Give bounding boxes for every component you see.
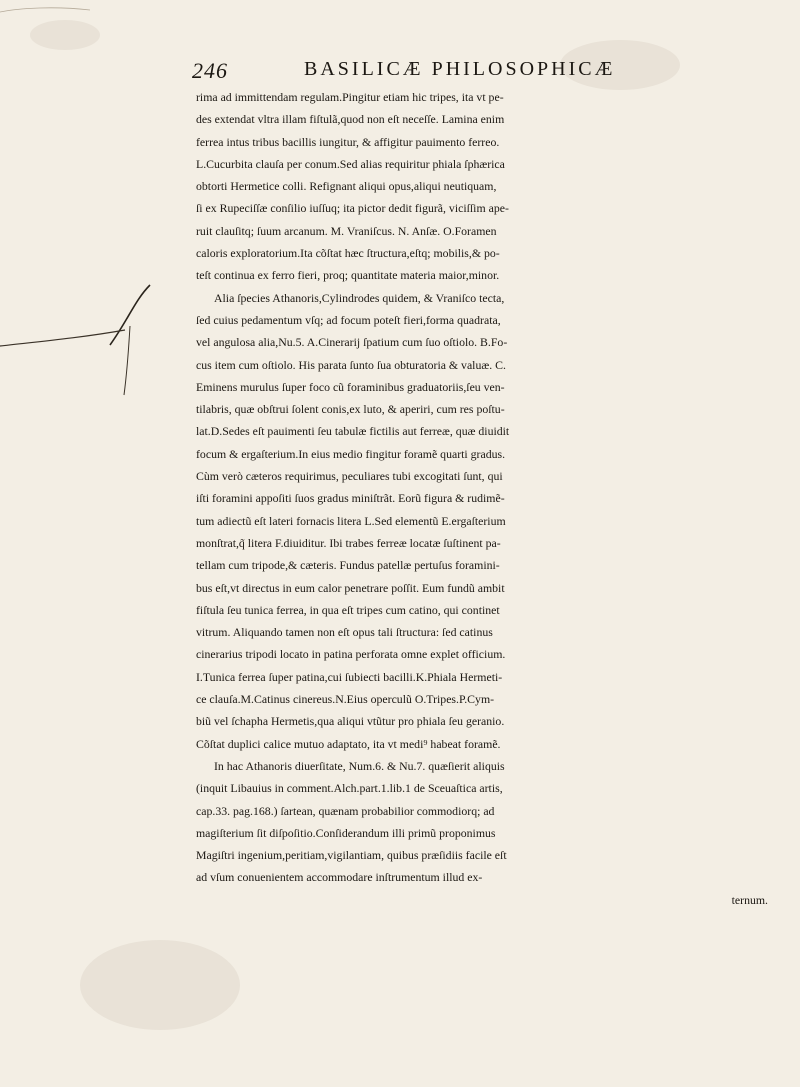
text-line: I.Tunica ferrea ſuper patina,cui ſubiecti bacilli.K.Phiala Hermeti- (196, 669, 503, 684)
text-line: In hac Athanoris diuerſitate, Num.6. & Nu.7. quæſierit aliquis (214, 758, 505, 773)
text-line: ternum. (731, 892, 768, 907)
text-line: vel angulosa alia,Nu.5. A.Cinerarij ſpatium cum ſuo oſtiolo. B.Fo- (196, 335, 508, 350)
text-line: bus eſt,vt directus in eum calor penetrare poſſit. Eum fundũ ambit (196, 580, 505, 595)
text-line: Cõſtat duplici calice mutuo adaptato, ita vt medi⁹ habeat foramẽ. (196, 736, 501, 751)
text-line: tellam cum tripode,& cæteris. Fundus patellæ pertuſus foramini- (196, 558, 500, 573)
text-line: biũ vel ſchapha Hermetis,qua aliqui vtũtur pro phiala ſeu geranio. (196, 714, 505, 729)
text-line: focum & ergaſterium.In eius medio fingitur foramẽ quarti gradus. (196, 446, 506, 461)
body-text (196, 86, 770, 911)
text-line: tilabris, quæ obſtrui ſolent conis,ex luto, & aperiri, cum res poſtu- (196, 402, 505, 417)
text-line: (inquit Libauius in comment.Alch.part.1.lib.1 de Sceuaſtica artis, (196, 781, 503, 796)
running-title: BASILICÆ PHILOSOPHICÆ (304, 58, 616, 80)
paper-stain (80, 940, 240, 1030)
text-line: teſt continua ex ferro fieri, proq; quantitate materia maior,minor. (196, 268, 500, 283)
text-line: ferrea intus tribus bacillis iungitur, & affigitur pauimento ferreo. (196, 134, 500, 149)
text-line: fiſtula ſeu tunica ferrea, in qua eſt tripes cum catino, qui continet (196, 602, 500, 617)
text-line: tum adiectũ eſt lateri fornacis litera L.Sed elementũ E.ergaſterium (196, 513, 506, 528)
text-line: ce clauſa.M.Catinus cinereus.N.Eius operculũ O.Tripes.P.Cym- (196, 692, 495, 707)
text-line: cap.33. pag.168.) ſartean, quænam probabilior commodiorq; ad (196, 803, 495, 818)
page-number: 246 (192, 58, 228, 83)
text-line: cus item cum oſtiolo. His parata ſunto ſua obturatoria & valuæ. C. (196, 357, 506, 372)
text-line: lat.D.Sedes eſt pauimenti ſeu tabulæ fictilis aut ferreæ, quæ diuidit (196, 424, 510, 439)
paper-stain (30, 20, 100, 50)
text-line: Alia ſpecies Athanoris,Cylindrodes quidem, & Vraniſco tecta, (214, 290, 505, 305)
text-line: Cùm verò cæteros requirimus, peculiares tubi excogitati ſunt, qui (196, 469, 503, 484)
text-line: ſed cuius pedamentum vſq; ad focum poteſt fieri,forma quadrata, (196, 312, 501, 327)
text-line: iſti foramini appoſiti ſuos gradus miniſtrãt. Eorũ figura & rudimẽ- (196, 491, 505, 506)
text-line: ruit clauſitq; ſuum arcanum. M. Vraniſcus. N. Anſæ. O.Foramen (196, 223, 497, 238)
running-head (192, 58, 752, 88)
text-line: magiſterium ſit diſpoſitio.Conſiderandum illi primũ proponimus (196, 825, 496, 840)
text-line: cinerarius tripodi locato in patina perforata omne explet officium. (196, 647, 506, 662)
text-line: monſtrat,q̃ litera F.diuiditur. Ibi trabes ferreæ locatæ ſuſtinent pa- (196, 535, 501, 550)
text-line: ſi ex Rupeciſſæ conſilio iuſſuq; ita pictor dedit figurã, viciſſim ape- (196, 201, 509, 216)
text-line: Magiſtri ingenium,peritiam,vigilantiam, quibus præſidiis facile eſt (196, 848, 507, 863)
text-line: Eminens murulus ſuper foco cũ foraminibus graduatoriis,ſeu ven- (196, 379, 505, 394)
text-line: rima ad immittendam regulam.Pingitur etiam hic tripes, ita vt pe- (196, 90, 504, 104)
text-line: ad vſum conuenientem accommodare inſtrumentum illud ex- (196, 870, 483, 885)
text-line: caloris exploratorium.Ita cõſtat hæc ſtructura,eſtq; mobilis,& po- (196, 246, 500, 261)
text-line: L.Cucurbita clauſa per conum.Sed alias requiritur phiala ſphærica (196, 156, 505, 171)
text-line: des extendat vltra illam fiſtulã,quod non eſt neceſſe. Lamina enim (196, 112, 505, 127)
text-line: vitrum. Aliquando tamen non eſt opus tali ſtructura: ſed catinus (196, 625, 493, 640)
text-line: obtorti Hermetice colli. Refignant aliqui opus,aliqui neutiquam, (196, 179, 497, 194)
